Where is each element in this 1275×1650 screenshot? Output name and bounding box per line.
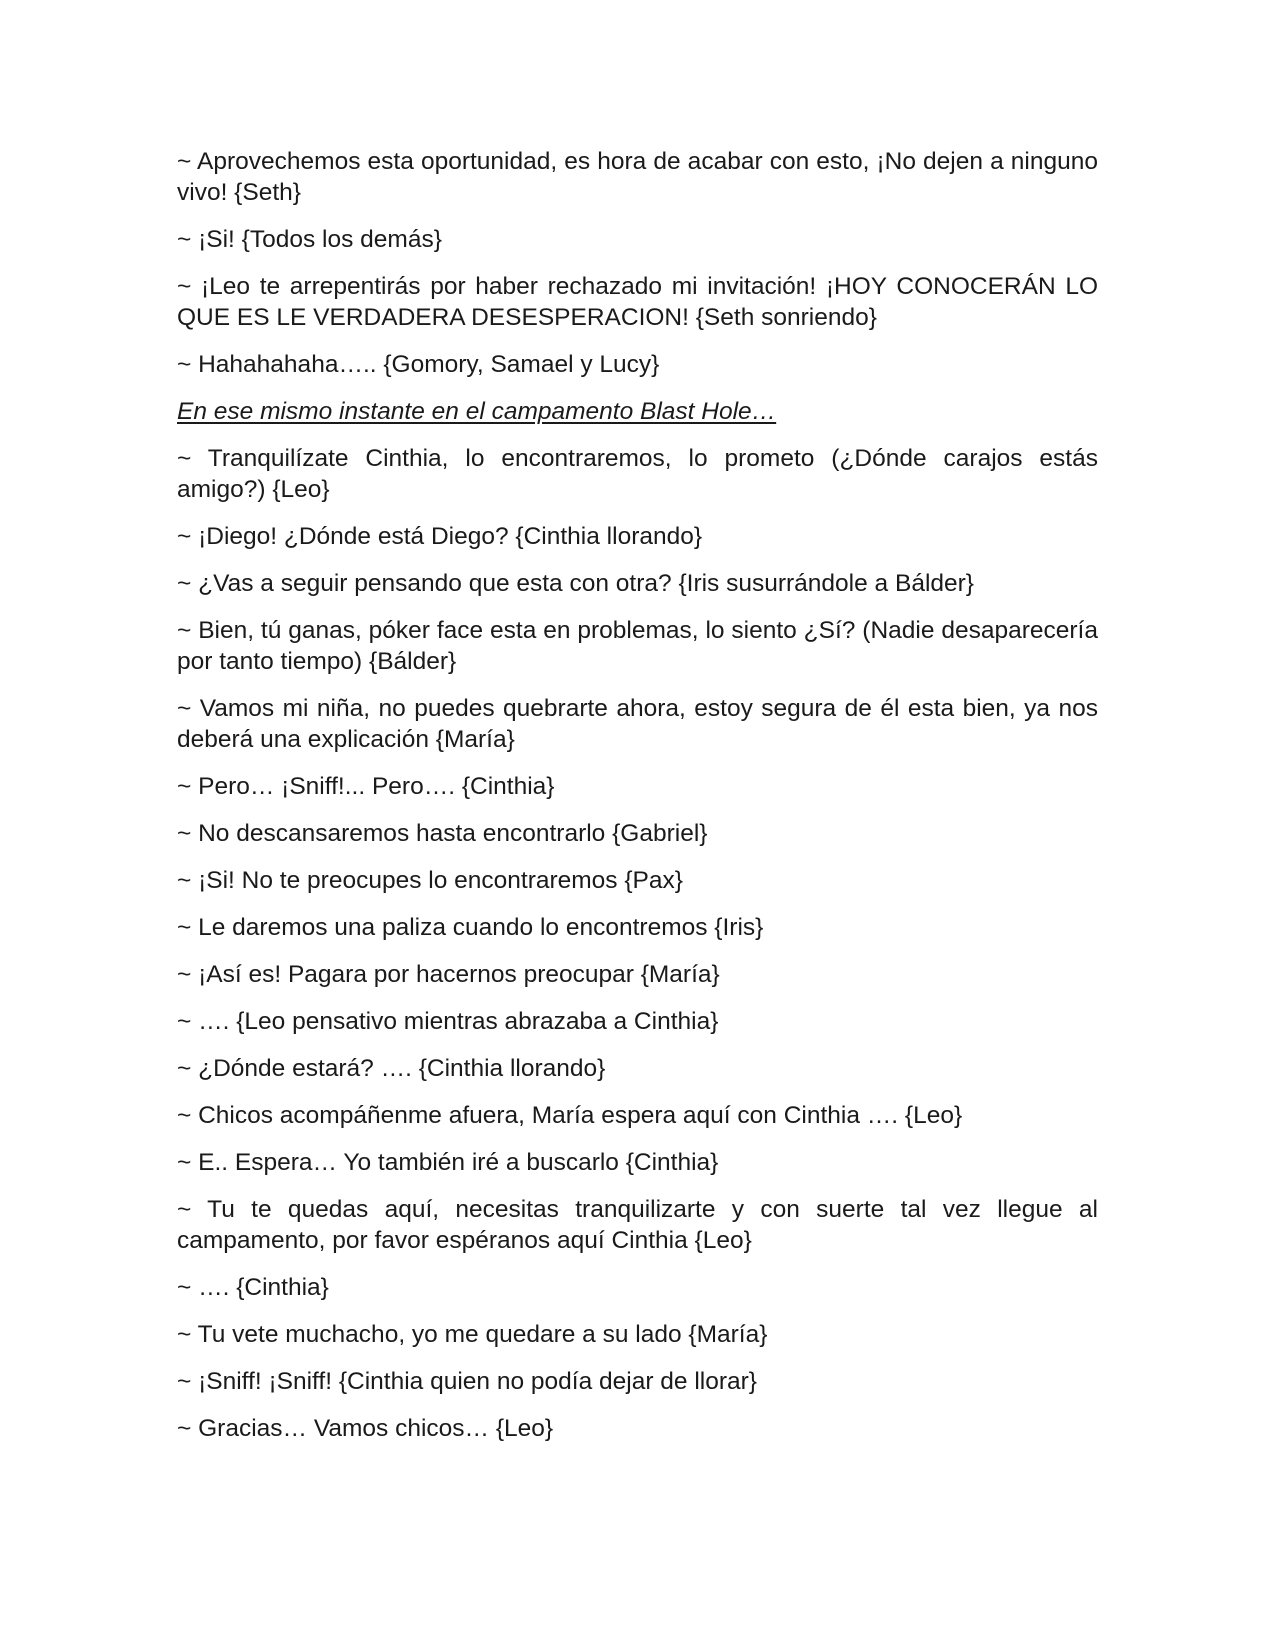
dialogue-line: ~ ¡Así es! Pagara por hacernos preocupar {María} <box>177 961 720 988</box>
scene-heading: En ese mismo instante en el campamento Blast Hole… <box>177 398 777 425</box>
dialogue-line: ~ ¡Si! No te preocupes lo encontraremos {Pax} <box>177 867 683 894</box>
dialogue-line: ~ Chicos acompáñenme afuera, María espera aquí con Cinthia …. {Leo} <box>177 1102 963 1129</box>
dialogue-line: ~ Bien, tú ganas, póker face esta en problemas, lo siento ¿Sí? (Nadie desaparecería por tanto tiempo) {Bálder} <box>177 617 1098 675</box>
dialogue-line: ~ Pero… ¡Sniff!... Pero…. {Cinthia} <box>177 773 555 800</box>
dialogue-line: ~ Hahahahaha….. {Gomory, Samael y Lucy} <box>177 351 660 378</box>
dialogue-line: ~ ¡Leo te arrepentirás por haber rechazado mi invitación! ¡HOY CONOCERÁN LO QUE ES LE VERDADERA DESESPERACION! {Seth sonriendo} <box>177 273 1098 331</box>
dialogue-line: ~ …. {Leo pensativo mientras abrazaba a Cinthia} <box>177 1008 719 1035</box>
dialogue-line: ~ Le daremos una paliza cuando lo encontremos {Iris} <box>177 914 764 941</box>
dialogue-line: ~ No descansaremos hasta encontrarlo {Gabriel} <box>177 820 708 847</box>
dialogue-line: ~ Gracias… Vamos chicos… {Leo} <box>177 1415 554 1442</box>
dialogue-line: ~ ¡Si! {Todos los demás} <box>177 226 442 253</box>
dialogue-line: ~ E.. Espera… Yo también iré a buscarlo {Cinthia} <box>177 1149 719 1176</box>
dialogue-line: ~ Tu te quedas aquí, necesitas tranquilizarte y con suerte tal vez llegue al campamento, por favor espéranos aquí Cinthia {Leo} <box>177 1196 1098 1254</box>
dialogue-line: ~ ¿Vas a seguir pensando que esta con otra? {Iris susurrándole a Bálder} <box>177 570 974 597</box>
dialogue-line: ~ ¡Diego! ¿Dónde está Diego? {Cinthia llorando} <box>177 523 703 550</box>
dialogue-line: ~ Tranquilízate Cinthia, lo encontraremos, lo prometo (¿Dónde carajos estás amigo?) {Leo} <box>177 445 1098 503</box>
dialogue-line: ~ Tu vete muchacho, yo me quedare a su lado {María} <box>177 1321 768 1348</box>
dialogue-line: ~ …. {Cinthia} <box>177 1274 329 1301</box>
document-body <box>177 146 1098 1460</box>
dialogue-line: ~ ¿Dónde estará? …. {Cinthia llorando} <box>177 1055 606 1082</box>
dialogue-line: ~ Aprovechemos esta oportunidad, es hora de acabar con esto, ¡No dejen a ninguno vivo! {Seth} <box>177 148 1098 206</box>
dialogue-line: ~ ¡Sniff! ¡Sniff! {Cinthia quien no podía dejar de llorar} <box>177 1368 757 1395</box>
dialogue-line: ~ Vamos mi niña, no puedes quebrarte ahora, estoy segura de él esta bien, ya nos deberá una explicación {María} <box>177 695 1098 753</box>
